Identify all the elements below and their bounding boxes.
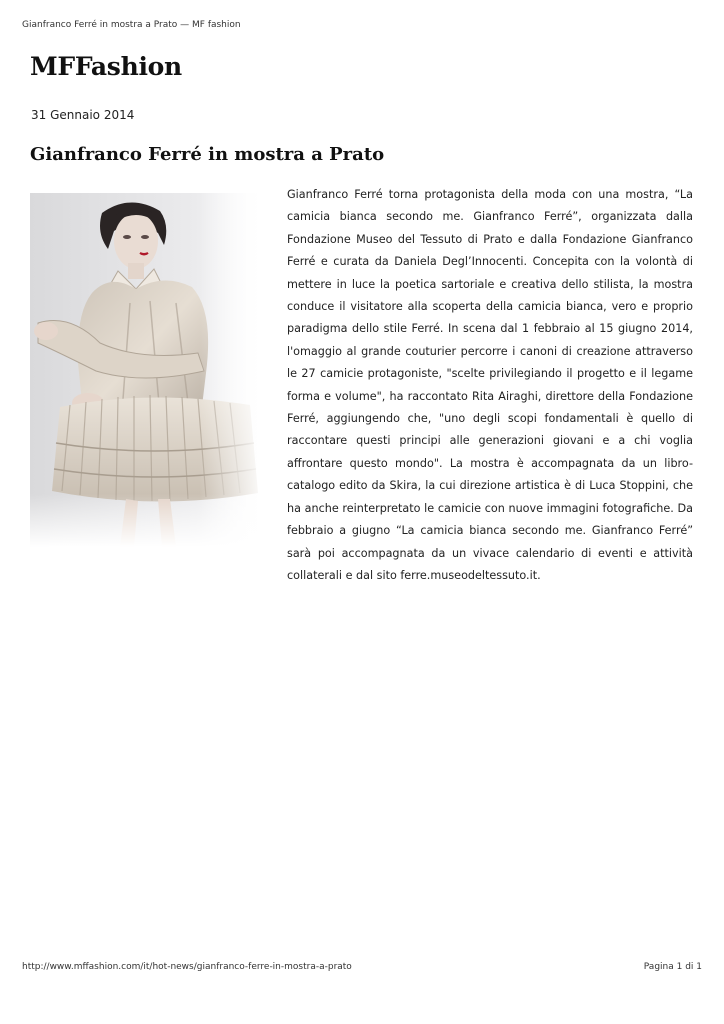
article-photo — [30, 193, 266, 547]
footer-page-indicator: Pagina 1 di 1 — [643, 962, 702, 972]
site-logo-title[interactable]: MFFashion — [30, 52, 182, 81]
footer-url: http://www.mffashion.com/it/hot-news/gianfranco-ferre-in-mostra-a-prato — [22, 962, 352, 972]
print-header-title: Gianfranco Ferré in mostra a Prato — MF fashion — [22, 20, 241, 30]
article-date: 31 Gennaio 2014 — [31, 108, 135, 122]
article-title: Gianfranco Ferré in mostra a Prato — [30, 144, 385, 165]
article-body: Gianfranco Ferré torna protagonista della moda con una mostra, “La camicia bianca secondo me. Gianfranco Ferré”, organizzata dalla Fondazione Museo del Tessuto di Prato e dalla Fondazione Gianfranco Ferré e curata da Daniela Degl’Innocenti. Concepita con la volontà di mettere in luce la poetica sartoriale e creativa dello stilista, la mostra conduce il visitatore alla scoperta della camicia bianca, vero e proprio paradigma dello stile Ferré. In scena dal 1 febbraio al 15 giugno 2014, l'omaggio al grande couturier percorre i canoni di creazione attraverso le 27 camicie protagoniste, "scelte privilegiando il progetto e il legame forma e volume", ha raccontato Rita Airaghi, direttore della Fondazione Ferré, aggiungendo che, "uno degli scopi fondamentali è quello di raccontare questi principi alle generazioni giovani e a chi voglia affrontare questo mondo". La mostra è accompagnata da un libro-catalogo edito da Skira, la cui direzione artistica è di Luca Stoppini, che ha anche reinterpretato le camicie con nuove immagini fotografiche. Da febbraio a giugno “La camicia bianca secondo me. Gianfranco Ferré” sarà poi accompagnata da un vivace calendario di eventi e attività collaterali e dal sito ferre.museodeltessuto.it. — [287, 188, 693, 582]
